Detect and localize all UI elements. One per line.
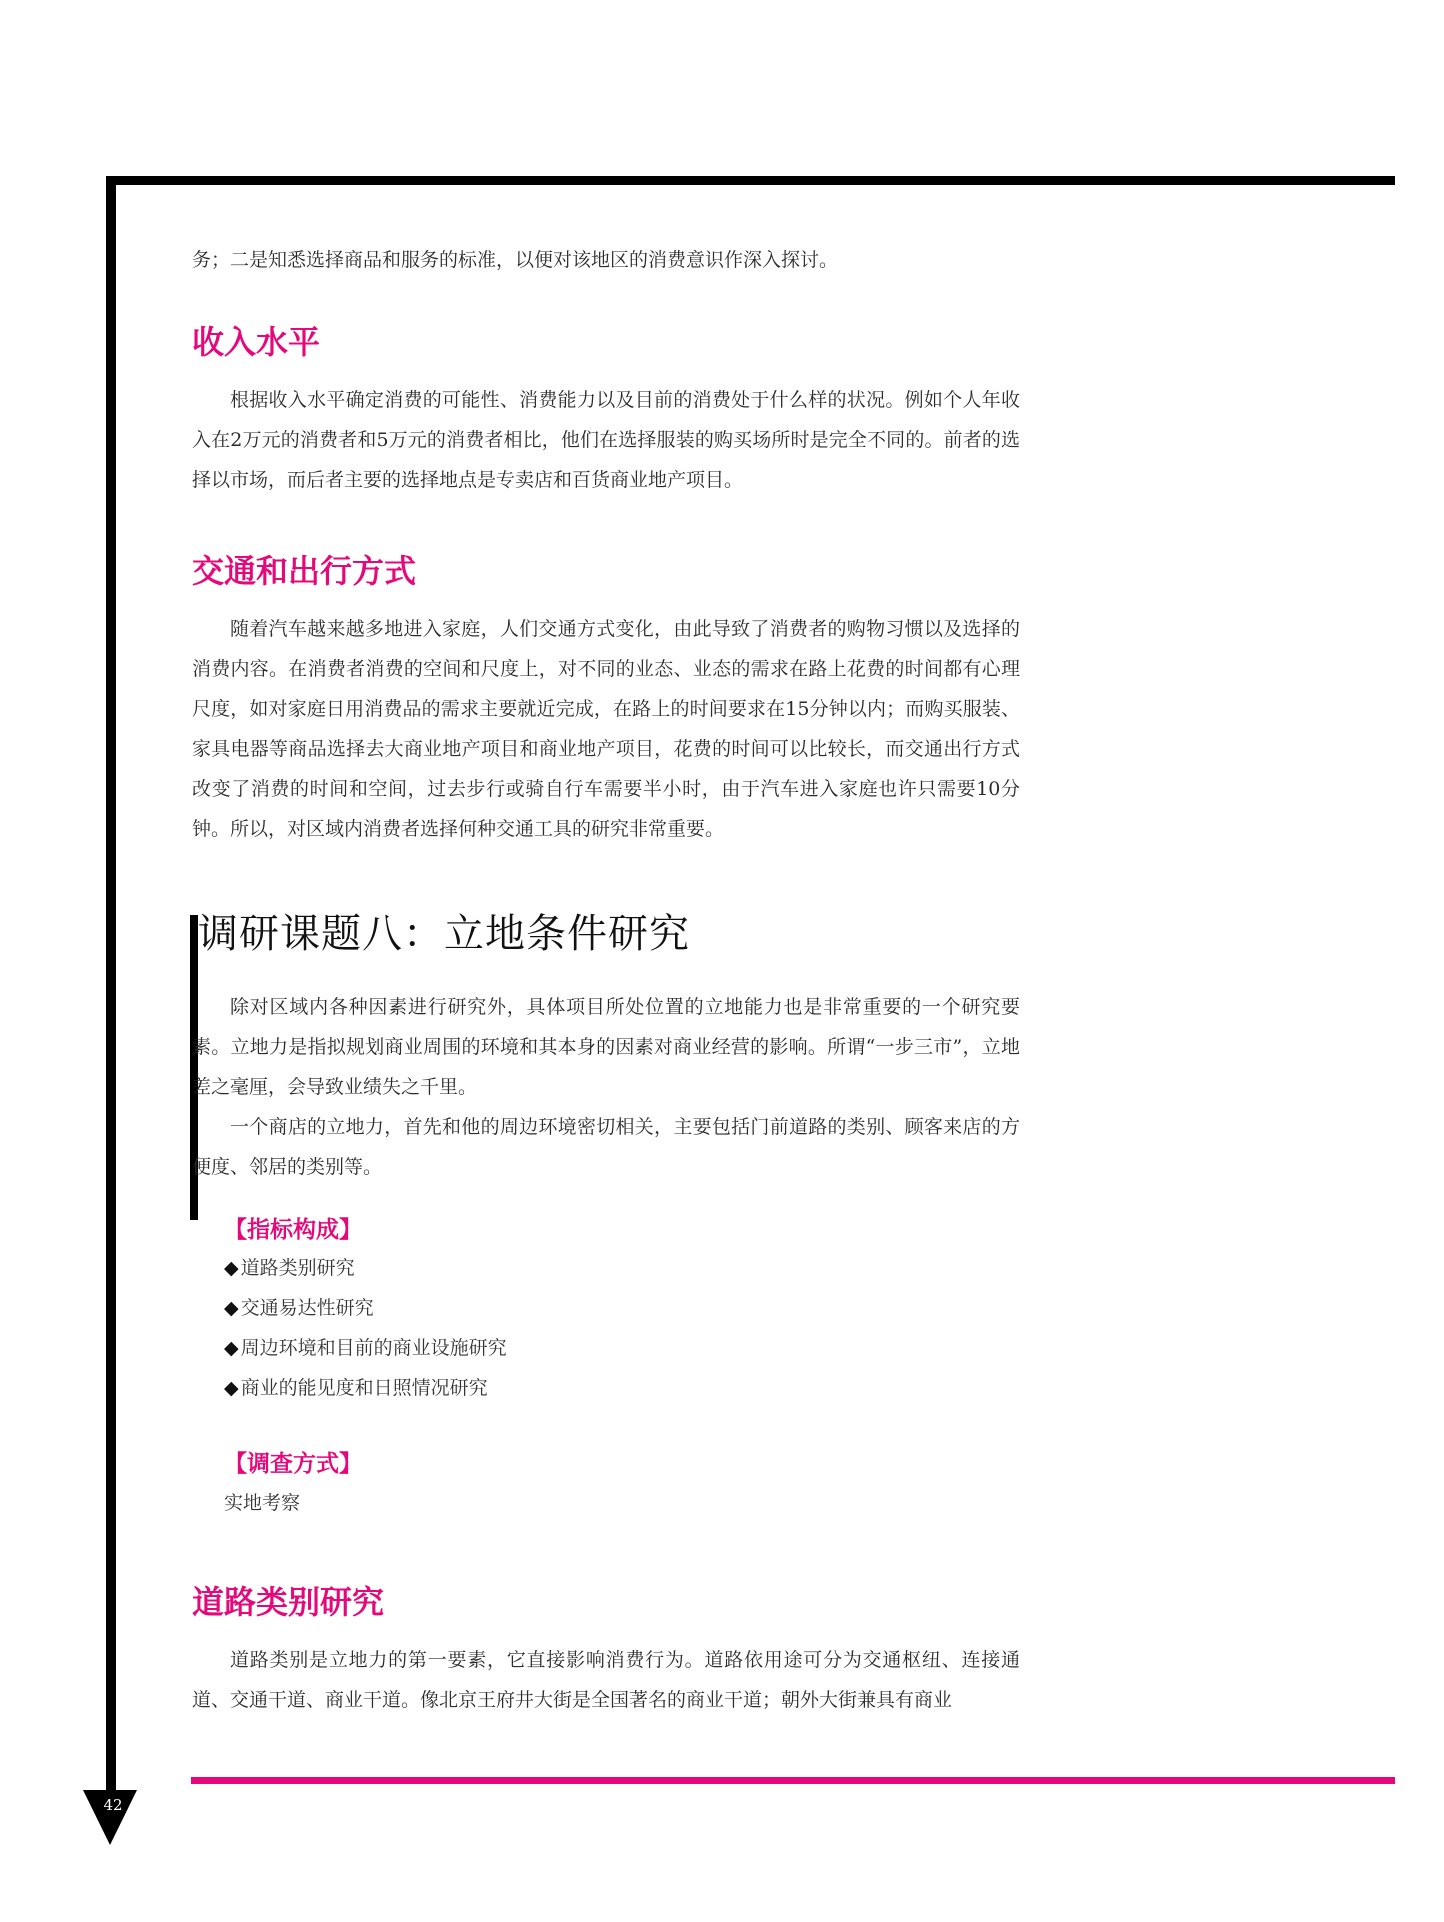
list-item-label: 交通易达性研究 xyxy=(240,1297,374,1319)
indicators-heading: 【指标构成】 xyxy=(224,1217,362,1243)
chapter-title: 调研课题八：立地条件研究 xyxy=(198,911,690,957)
income-heading: 收入水平 xyxy=(192,323,321,361)
list-item-label: 商业的能见度和日照情况研究 xyxy=(240,1377,488,1399)
diamond-bullet-icon: ◆ xyxy=(224,1297,239,1319)
diamond-bullet-icon: ◆ xyxy=(224,1257,239,1279)
list-item xyxy=(224,1288,507,1328)
intro-paragraph: 务；二是知悉选择商品和服务的标准，以便对该地区的消费意识作深入探讨。 xyxy=(192,249,839,271)
chapter-paragraph-2: 一个商店的立地力，首先和他的周边环境密切相关，主要包括门前道路的类别、顾客来店的方便度、邻居的类别等。 xyxy=(192,1116,1020,1178)
diamond-bullet-icon: ◆ xyxy=(224,1337,239,1359)
bottom-accent-rule xyxy=(191,1777,1395,1784)
list-item-label: 周边环境和目前的商业设施研究 xyxy=(240,1337,507,1359)
list-item xyxy=(224,1328,507,1368)
income-paragraph: 根据收入水平确定消费的可能性、消费能力以及目前的消费处于什么样的状况。例如个人年收入在2万元的消费者和5万元的消费者相比，他们在选择服装的购买场所时是完全不同的。前者的选择以市场，而后者主要的选择地点是专卖店和百货商业地产项目。 xyxy=(192,389,1020,491)
road-paragraph: 道路类别是立地力的第一要素，它直接影响消费行为。道路依用途可分为交通枢纽、连接通道、交通干道、商业干道。像北京王府井大街是全国著名的商业干道；朝外大街兼具有商业 xyxy=(192,1649,1020,1711)
indicator-list xyxy=(224,1248,507,1408)
list-item-label: 道路类别研究 xyxy=(240,1257,355,1279)
transport-heading: 交通和出行方式 xyxy=(192,552,417,590)
page-number: 42 xyxy=(103,1796,123,1814)
frame-left-rule xyxy=(106,176,116,1796)
transport-paragraph: 随着汽车越来越多地进入家庭，人们交通方式变化，由此导致了消费者的购物习惯以及选择的消费内容。在消费者消费的空间和尺度上，对不同的业态、业态的需求在路上花费的时间都有心理尺度，如对家庭日用消费品的需求主要就近完成，在路上的时间要求在15分钟以内；而购买服装、家具电器等商品选择去大商业地产项目和商业地产项目，花费的时间可以比较长，而交通出行方式改变了消费的时间和空间，过去步行或骑自行车需要半小时，由于汽车进入家庭也许只需要10分钟。所以，对区域内消费者选择何种交通工具的研究非常重要。 xyxy=(192,618,1020,840)
list-item xyxy=(224,1248,507,1288)
survey-method-heading: 【调查方式】 xyxy=(224,1451,362,1477)
list-item xyxy=(224,1368,507,1408)
diamond-bullet-icon: ◆ xyxy=(224,1377,239,1399)
road-heading: 道路类别研究 xyxy=(192,1583,385,1621)
frame-top-rule xyxy=(106,176,1395,185)
survey-method-text: 实地考察 xyxy=(224,1492,301,1514)
chapter-paragraph-1: 除对区域内各种因素进行研究外，具体项目所处位置的立地能力也是非常重要的一个研究要素。立地力是指拟规划商业周围的环境和其本身的因素对商业经营的影响。所谓“一步三市”，立地差之毫厘，会导致业绩失之千里。 xyxy=(192,996,1020,1098)
